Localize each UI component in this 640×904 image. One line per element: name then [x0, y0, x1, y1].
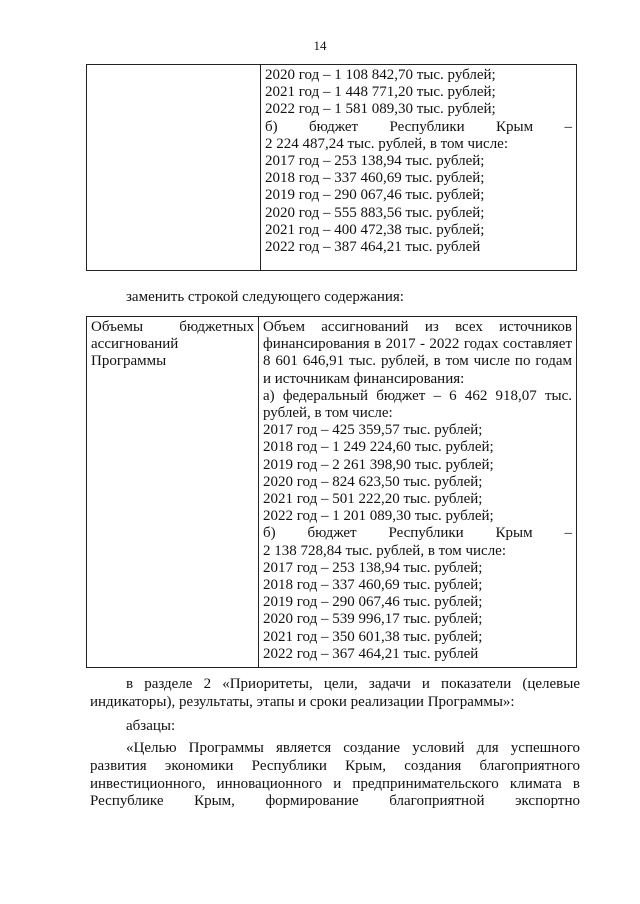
funding-line: финансирования в 2017 - 2022 годах составляет: [263, 336, 572, 353]
funding-line: б) бюджет Республики Крым –: [265, 118, 572, 135]
table-row: [87, 317, 577, 668]
funding-line: 2 224 487,24 тыс. рублей, в том числе:: [265, 135, 509, 152]
heading-line: Объемы бюджетных: [91, 319, 254, 335]
funding-line: 2020 год – 555 883,56 тыс. рублей;: [265, 204, 485, 221]
table-cell-funding: [261, 65, 577, 271]
funding-line: 2020 год – 539 996,17 тыс. рублей;: [263, 611, 483, 628]
funding-line: 2020 год – 1 108 842,70 тыс. рублей;: [265, 67, 496, 83]
funding-line: 8 601 646,91 тыс. рублей, в том числе по годам: [263, 353, 572, 370]
funding-line: 2019 год – 290 067,46 тыс. рублей;: [263, 594, 483, 611]
funding-line: а) федеральный бюджет – 6 462 918,07 тыс.: [263, 387, 572, 404]
table-row: [87, 65, 577, 271]
funding-line: 2021 год – 501 222,20 тыс. рублей;: [263, 491, 483, 508]
funding-line: 2017 год – 253 138,94 тыс. рублей;: [265, 153, 485, 170]
page-number: 14: [313, 38, 327, 53]
funding-line: 2022 год – 387 464,21 тыс. рублей: [265, 239, 481, 256]
replace-instruction: заменить строкой следующего содержания:: [126, 289, 404, 305]
funding-line: 2018 год – 337 460,69 тыс. рублей;: [263, 577, 483, 594]
funding-line: 2020 год – 824 623,50 тыс. рублей;: [263, 473, 483, 490]
budget-table-old: [86, 64, 577, 271]
funding-line: б) бюджет Республики Крым –: [263, 525, 572, 542]
funding-line: 2022 год – 1 581 089,30 тыс. рублей;: [265, 101, 496, 118]
table-cell-heading: [87, 317, 259, 668]
paragraphs-label: абзацы:: [126, 718, 176, 734]
funding-line: и источникам финансирования:: [263, 370, 465, 387]
funding-line: 2022 год – 1 201 089,30 тыс. рублей;: [263, 508, 494, 525]
heading-line: ассигнований: [91, 336, 179, 353]
funding-line: 2017 год – 253 138,94 тыс. рублей;: [263, 559, 483, 576]
funding-line: Объем ассигнований из всех источников: [263, 319, 572, 335]
funding-line: 2022 год – 367 464,21 тыс. рублей: [263, 645, 479, 662]
heading-line: Программы: [91, 353, 167, 370]
funding-line: 2017 год – 425 359,57 тыс. рублей;: [263, 422, 483, 439]
table-cell-funding: [259, 317, 577, 668]
funding-line: 2021 год – 400 472,38 тыс. рублей;: [265, 221, 485, 238]
table-cell-empty: [87, 65, 261, 271]
funding-line: 2021 год – 1 448 771,20 тыс. рублей;: [265, 84, 496, 101]
funding-line: 2019 год – 2 261 398,90 тыс. рублей;: [263, 456, 494, 473]
budget-table-new: [86, 316, 577, 668]
funding-line: 2018 год – 337 460,69 тыс. рублей;: [265, 170, 485, 187]
section-paragraph: в разделе 2 «Приоритеты, цели, задачи и показатели (целевые индикаторы), результаты, этапы и сроки реализации Программы»:: [90, 676, 580, 710]
funding-line: рублей, в том числе:: [263, 405, 393, 422]
funding-line: 2 138 728,84 тыс. рублей, в том числе:: [263, 542, 507, 559]
funding-line: 2019 год – 290 067,46 тыс. рублей;: [265, 187, 485, 204]
funding-line: 2021 год – 350 601,38 тыс. рублей;: [263, 628, 483, 645]
goal-paragraph: «Целью Программы является создание условий для успешного развития экономики Республики Крым, создания благоприятного инвестиционного, инновационного и предпринимательского климата в Республике Крым, формирование благоприятной экспортно: [90, 740, 580, 810]
funding-line: 2018 год – 1 249 224,60 тыс. рублей;: [263, 439, 494, 456]
